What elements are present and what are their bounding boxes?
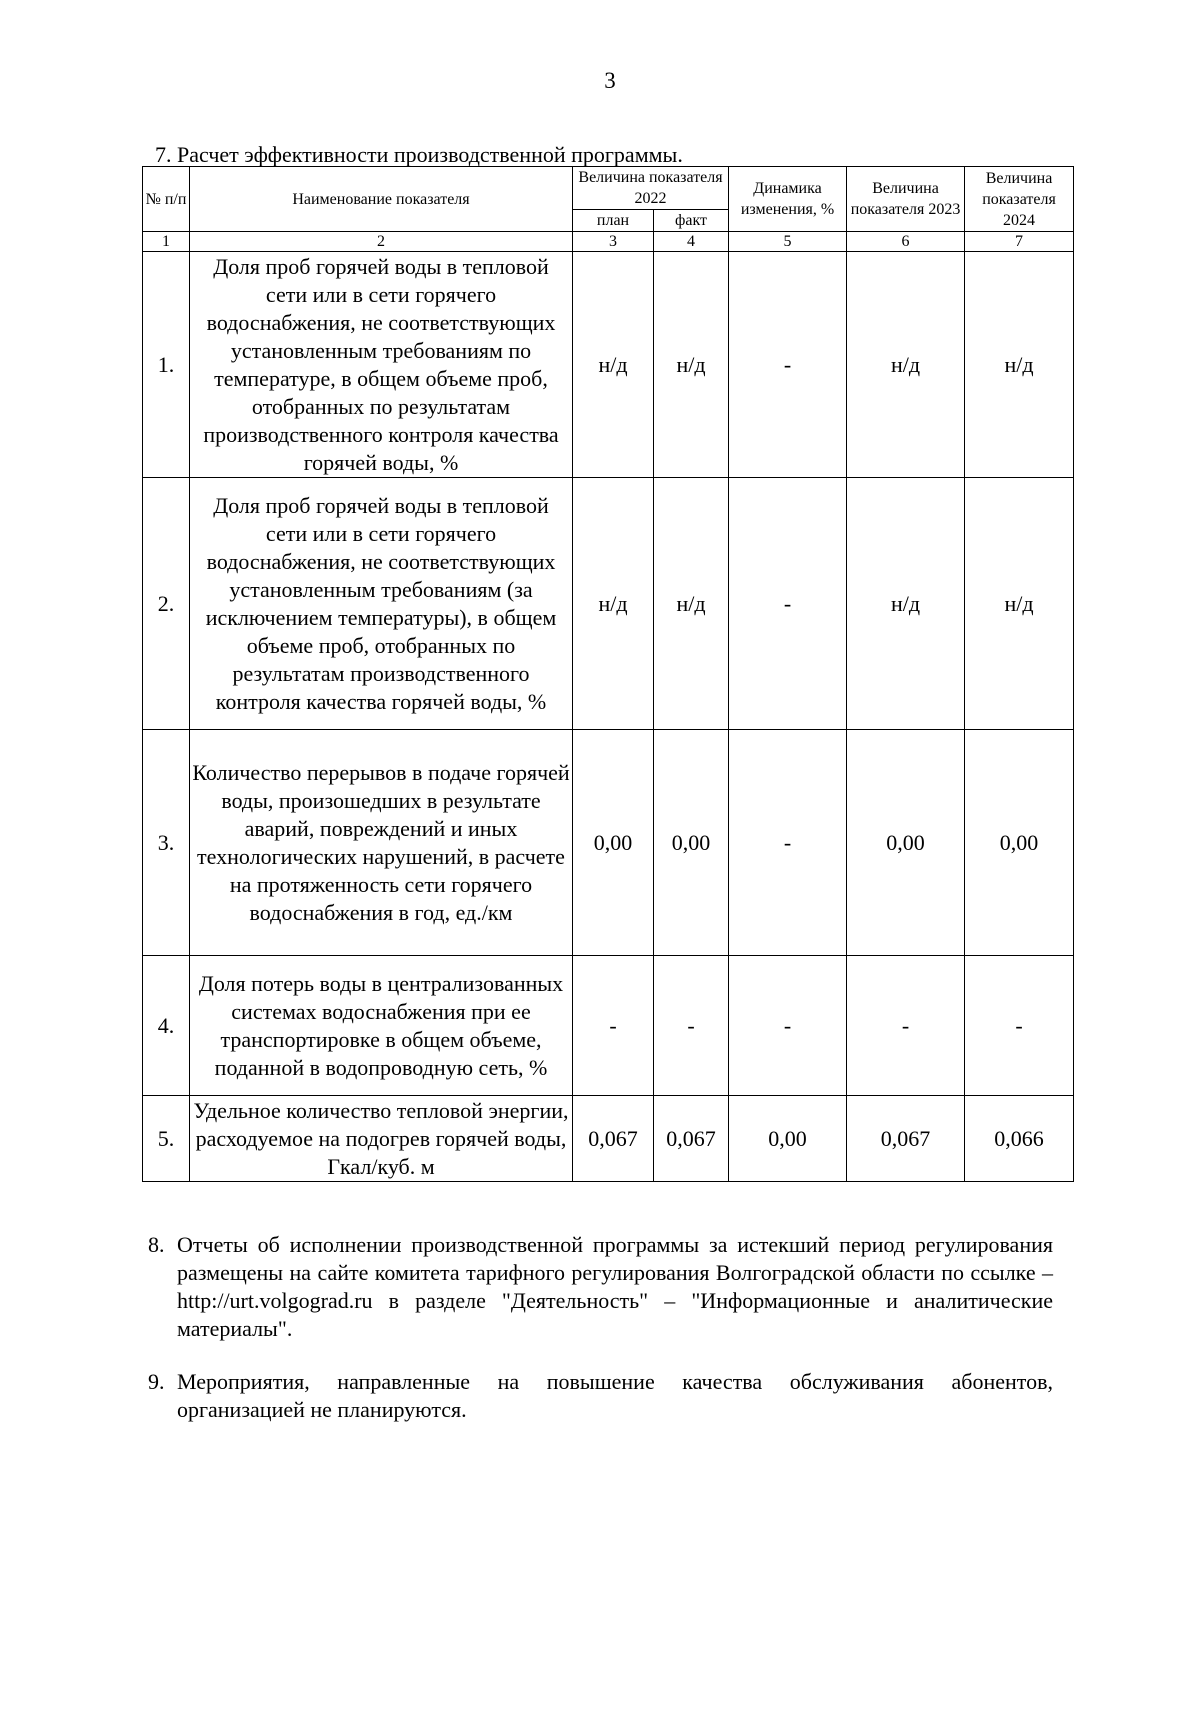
value-2023: 0,067: [847, 1096, 965, 1182]
value-2023: -: [847, 956, 965, 1096]
column-number: 5: [729, 232, 847, 252]
header-value-2024: Величина показателя 2024: [965, 167, 1074, 232]
section-7-heading: 7. Расчет эффективности производственной программы.: [155, 142, 683, 167]
value-2024: 0,00: [965, 730, 1074, 956]
plan-2022-value: н/д: [573, 478, 654, 730]
header-dynamics: Динамика изменения, %: [729, 167, 847, 232]
dynamics-value: -: [729, 730, 847, 956]
page-number: 3: [604, 68, 616, 93]
plan-2022-value: 0,067: [573, 1096, 654, 1182]
row-number: 3.: [143, 730, 190, 956]
section-8-paragraph: [148, 1231, 1053, 1343]
value-2024: н/д: [965, 478, 1074, 730]
value-2023: 0,00: [847, 730, 965, 956]
header-plan: план: [573, 210, 654, 232]
column-number: 6: [847, 232, 965, 252]
section-9-text: Мероприятия, направленные на повышение качества обслуживания абонентов, организацией не планируются.: [177, 1369, 1053, 1422]
column-number: 7: [965, 232, 1074, 252]
fact-2022-value: 0,00: [654, 730, 729, 956]
fact-2022-value: н/д: [654, 252, 729, 478]
indicator-name: Удельное количество тепловой энергии, расходуемое на подогрев горячей воды, Гкал/куб. м: [190, 1096, 573, 1182]
indicator-name: Количество перерывов в подаче горячей воды, произошедших в результате аварий, повреждений и иных технологических нарушений, в расчете на протяженность сети горячего водоснабжения в год, ед./км: [190, 730, 573, 956]
table-header-row: [143, 167, 1074, 210]
column-number: 4: [654, 232, 729, 252]
table-row: [143, 1096, 1074, 1182]
column-number-row: [143, 232, 1074, 252]
value-2023: н/д: [847, 252, 965, 478]
row-number: 1.: [143, 252, 190, 478]
dynamics-value: -: [729, 252, 847, 478]
dynamics-value: 0,00: [729, 1096, 847, 1182]
table-row: [143, 730, 1074, 956]
header-num: № п/п: [143, 167, 190, 232]
fact-2022-value: н/д: [654, 478, 729, 730]
table-row: [143, 252, 1074, 478]
plan-2022-value: н/д: [573, 252, 654, 478]
section-8-number: 8.: [148, 1232, 165, 1257]
value-2024: -: [965, 956, 1074, 1096]
column-number: 2: [190, 232, 573, 252]
indicator-name: Доля проб горячей воды в тепловой сети или в сети горячего водоснабжения, не соответствующих установленным требованиям (за исключением температуры), в общем объеме проб, отобранных по результатам производственного контроля качества горячей воды, %: [190, 478, 573, 730]
row-number: 5.: [143, 1096, 190, 1182]
table-row: [143, 478, 1074, 730]
header-fact: факт: [654, 210, 729, 232]
section-9-paragraph: [148, 1368, 1053, 1424]
section-9-number: 9.: [148, 1369, 165, 1394]
plan-2022-value: -: [573, 956, 654, 1096]
fact-2022-value: 0,067: [654, 1096, 729, 1182]
value-2024: 0,066: [965, 1096, 1074, 1182]
header-name: Наименование показателя: [190, 167, 573, 232]
value-2023: н/д: [847, 478, 965, 730]
column-number: 1: [143, 232, 190, 252]
fact-2022-value: -: [654, 956, 729, 1096]
column-number: 3: [573, 232, 654, 252]
indicator-name: Доля проб горячей воды в тепловой сети или в сети горячего водоснабжения, не соответствующих установленным требованиям по температуре, в общем объеме проб, отобранных по результатам производственного контроля качества горячей воды, %: [190, 252, 573, 478]
table-row: [143, 956, 1074, 1096]
row-number: 2.: [143, 478, 190, 730]
efficiency-table: [142, 166, 1074, 1182]
row-number: 4.: [143, 956, 190, 1096]
dynamics-value: -: [729, 478, 847, 730]
indicator-name: Доля потерь воды в централизованных системах водоснабжения при ее транспортировке в общем объеме, поданной в водопроводную сеть, %: [190, 956, 573, 1096]
value-2024: н/д: [965, 252, 1074, 478]
header-value-2023: Величина показателя 2023: [847, 167, 965, 232]
header-value-2022: Величина показателя 2022: [573, 167, 729, 210]
plan-2022-value: 0,00: [573, 730, 654, 956]
dynamics-value: -: [729, 956, 847, 1096]
section-8-text: Отчеты об исполнении производственной программы за истекший период регулирования размещены на сайте комитета тарифного регулирования Волгоградской области по ссылке – http://urt.volgograd.ru в разделе "Деятельность" – "Информационные и аналитические материалы".: [177, 1232, 1053, 1341]
